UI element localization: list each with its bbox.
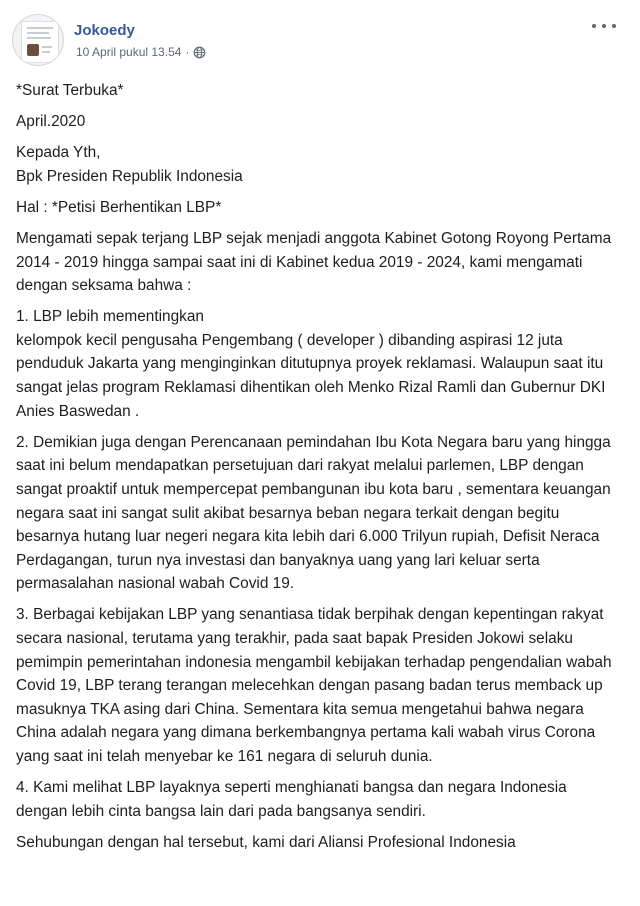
point-1 — [16, 305, 616, 423]
post-header — [0, 0, 640, 74]
point-4: 4. Kami melihat LBP layaknya seperti menghianati bangsa dan negara Indonesia dengan lebih cinta bangsa lain dari pada bangsanya sendiri. — [16, 779, 567, 820]
avatar-image — [21, 21, 59, 63]
letter-recipient — [16, 141, 616, 188]
point-1-lead: 1. LBP lebih mementingkan — [16, 308, 204, 326]
globe-icon[interactable] — [193, 46, 206, 59]
ellipsis-icon — [592, 24, 596, 28]
author-name[interactable]: Jokoedy — [74, 22, 135, 39]
recipient-name: Bpk Presiden Republik Indonesia — [16, 167, 243, 185]
more-options-button[interactable] — [592, 18, 616, 34]
post-meta — [76, 45, 206, 59]
avatar[interactable] — [12, 14, 64, 66]
letter-heading: *Surat Terbuka* — [16, 82, 124, 99]
point-1-text: kelompok kecil pengusaha Pengembang ( developer ) dibanding aspirasi 12 juta penduduk Jakarta yang menginginkan ditutupnya proyek reklamasi. Walaupun saat itu sangat jelas program Reklamasi dihentikan oleh Menko Rizal Ramli dan Gubernur DKI Anies Baswedan . — [16, 331, 606, 420]
post-timestamp[interactable]: 10 April pukul 13.54 — [76, 45, 182, 59]
meta-separator: · — [185, 45, 190, 59]
recipient-salutation: Kepada Yth, — [16, 144, 101, 162]
point-2: 2. Demikian juga dengan Perencanaan pemindahan Ibu Kota Negara baru yang hingga saat ini belum mendapatkan persetujuan dari rakyat melalui parlemen, LBP dengan sangat proaktif untuk mempercepat pembangunan ibu kota baru , sementara keuangan negara saat ini sangat sulit akibat besarnya beban negara terkait dengan begitu besarnya hutang luar negeri negara kita lebih dari 6.000 Trilyun rupiah, Defisit Neraca Perdagangan, turun nya investasi dan banyaknya uang yang lari keluar serta permasalahan nasional wabah Covid 19. — [16, 433, 611, 593]
point-3: 3. Berbagai kebijakan LBP yang senantiasa tidak berpihak dengan kepentingan rakyat secara nasional, terutama yang terakhir, pada saat bapak Presiden Jokowi selaku pemimpin pemerintahan indonesia mengambil kebijakan terhadap pengendalian wabah Covid 19, LBP terang terangan melecehkan dengan pasang badan terus memback up masuknya TKA asing dari China. Sementara kita semua mengetahui bahwa negara China adalah negara yang dimana berkembangnya pertama kali wabah virus Corona yang saat ini telah menyebar ke 161 negara di seluruh dunia. — [16, 606, 612, 765]
letter-date: April.2020 — [16, 113, 86, 131]
letter-intro: Mengamati sepak terjang LBP sejak menjadi anggota Kabinet Gotong Royong Pertama 2014 - 2019 hingga sampai saat ini di Kabinet kedua 2019 - 2024, kami mengamati dengan seksama bahwa : — [16, 229, 612, 295]
post-body — [16, 79, 616, 854]
closing-paragraph: Sehubungan dengan hal tersebut, kami dari Aliansi Profesional Indonesia — [16, 833, 516, 851]
letter-subject: Hal : *Petisi Berhentikan LBP* — [16, 198, 222, 216]
